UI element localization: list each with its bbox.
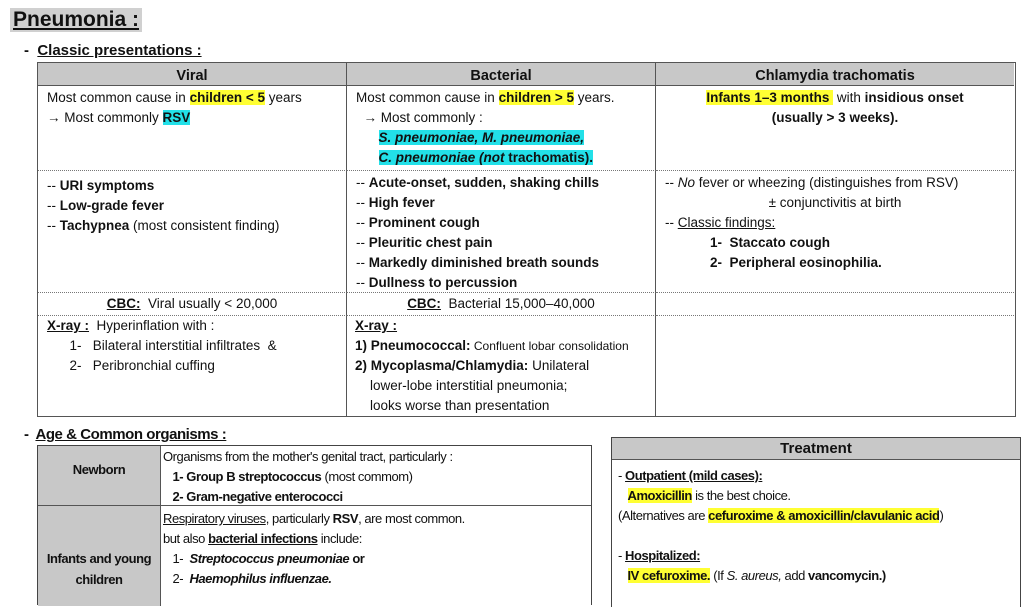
text-segment: fever or wheezing (distinguishes from RSV) bbox=[695, 175, 959, 190]
text-line bbox=[355, 396, 653, 416]
text-segment: -- bbox=[356, 175, 369, 190]
text-segment: Acute-onset, sudden, shaking chills bbox=[368, 175, 600, 190]
text-segment: High fever bbox=[368, 195, 435, 210]
text-segment: Dullness to percussion bbox=[368, 275, 518, 290]
text-line bbox=[665, 213, 1005, 233]
newborn-organisms bbox=[161, 446, 591, 506]
text-segment: RSV bbox=[332, 511, 359, 526]
text-line bbox=[618, 486, 1014, 506]
section-heading-classic-presentations: - Classic presentations : bbox=[24, 42, 202, 59]
text-line bbox=[356, 88, 646, 108]
text-line bbox=[665, 173, 1005, 193]
treatment-box bbox=[611, 437, 1021, 607]
highlighted-text: cefuroxime & amoxicillin/clavulanic acid bbox=[708, 508, 940, 523]
text-line bbox=[163, 447, 589, 467]
text-segment: -- bbox=[356, 255, 369, 270]
classic-presentations-table bbox=[37, 62, 1016, 417]
chlamydia-xray bbox=[656, 316, 1014, 416]
text-line bbox=[355, 376, 653, 396]
text-segment: (If bbox=[710, 568, 727, 583]
text-segment: Most common cause in bbox=[47, 90, 190, 105]
text-segment bbox=[618, 568, 628, 583]
highlighted-text: RSV bbox=[162, 110, 191, 125]
text-segment: 1- Staccato cough bbox=[665, 235, 831, 250]
text-line bbox=[356, 233, 646, 253]
text-line bbox=[665, 88, 1005, 108]
text-segment: -- bbox=[47, 198, 60, 213]
text-segment: - bbox=[618, 548, 626, 563]
age-label-infants: Infants and young children bbox=[38, 506, 161, 606]
highlighted-text: S. pneumoniae, M. pneumoniae, bbox=[378, 130, 585, 145]
text-segment: 2- Peribronchial cuffing bbox=[47, 358, 215, 373]
section-heading-age-organisms: - Age & Common organisms : bbox=[24, 426, 227, 443]
text-line bbox=[163, 509, 589, 529]
bacterial-symptoms bbox=[347, 171, 656, 293]
text-line bbox=[47, 176, 337, 196]
text-line bbox=[356, 294, 646, 314]
text-segment: (most consistent finding) bbox=[129, 218, 280, 233]
text-line bbox=[163, 487, 589, 507]
text-segment: 1) Pneumococcal: bbox=[355, 338, 471, 353]
text-segment bbox=[618, 528, 621, 543]
text-segment: Tachypnea bbox=[59, 218, 130, 233]
text-segment: 2- bbox=[163, 571, 190, 586]
text-line bbox=[665, 253, 1005, 273]
text-segment: - bbox=[618, 468, 626, 483]
text-segment: -- bbox=[47, 178, 60, 193]
text-segment: -- bbox=[665, 215, 678, 230]
text-segment: No bbox=[677, 175, 696, 190]
header-bacterial: Bacterial bbox=[347, 63, 656, 86]
text-line bbox=[163, 569, 589, 589]
chlamydia-epidemiology bbox=[656, 86, 1014, 171]
text-segment: Organisms from the mother's genital tract, particularly : bbox=[163, 449, 453, 464]
text-line bbox=[356, 173, 646, 193]
text-segment: but also bbox=[163, 531, 209, 546]
text-segment: -- bbox=[356, 275, 369, 290]
text-line bbox=[618, 546, 1014, 566]
text-segment: 2) Mycoplasma/Chlamydia: bbox=[355, 358, 529, 373]
text-line bbox=[47, 356, 337, 376]
text-segment: insidious onset bbox=[864, 90, 964, 105]
text-segment: Haemophilus influenzae. bbox=[189, 571, 332, 586]
text-segment: Streptococcus pneumoniae bbox=[189, 551, 350, 566]
text-line bbox=[356, 213, 646, 233]
text-segment: looks worse than presentation bbox=[355, 398, 550, 413]
text-line bbox=[47, 108, 337, 128]
viral-cbc bbox=[38, 293, 347, 316]
text-segment: lower-lobe interstitial pneumonia; bbox=[355, 378, 568, 393]
bacterial-epidemiology bbox=[347, 86, 656, 171]
text-segment: , are most common. bbox=[358, 511, 465, 526]
text-segment: -- bbox=[665, 175, 678, 190]
text-segment: Confluent lobar consolidation bbox=[470, 339, 629, 353]
text-segment: Outpatient (mild cases): bbox=[625, 468, 763, 483]
chlamydia-cbc bbox=[656, 293, 1014, 316]
text-segment: Hyperinflation with : bbox=[89, 318, 215, 333]
text-line bbox=[356, 148, 646, 168]
text-segment: (most commom) bbox=[321, 469, 413, 484]
text-segment: 1- bbox=[163, 551, 190, 566]
text-line bbox=[47, 88, 337, 108]
page-title: Pneumonia : bbox=[10, 8, 142, 32]
text-line bbox=[355, 336, 653, 356]
text-segment: vancomycin.) bbox=[808, 568, 886, 583]
text-segment: or bbox=[349, 551, 365, 566]
bacterial-xray bbox=[347, 316, 656, 416]
text-segment: Low-grade fever bbox=[59, 198, 165, 213]
text-segment: Prominent cough bbox=[368, 215, 480, 230]
highlighted-text: children > 5 bbox=[498, 90, 574, 105]
text-segment: with bbox=[833, 90, 865, 105]
text-segment: bacterial infections bbox=[208, 531, 318, 546]
text-segment: , particularly bbox=[265, 511, 333, 526]
text-segment: URI symptoms bbox=[59, 178, 155, 193]
highlighted-text: trachomatis). bbox=[504, 150, 594, 165]
treatment-body bbox=[612, 460, 1020, 592]
text-line bbox=[47, 294, 337, 314]
text-line bbox=[47, 196, 337, 216]
text-segment: Classic findings: bbox=[677, 215, 776, 230]
text-segment: add bbox=[781, 568, 809, 583]
text-segment: CBC: bbox=[106, 296, 141, 311]
text-segment: -- bbox=[356, 195, 369, 210]
text-segment: X-ray : bbox=[47, 318, 90, 333]
highlighted-text: Infants 1–3 months bbox=[706, 90, 834, 105]
text-segment: include: bbox=[317, 531, 362, 546]
chlamydia-symptoms bbox=[656, 171, 1014, 293]
text-segment: Bacterial 15,000–40,000 bbox=[440, 296, 595, 311]
text-line bbox=[356, 128, 646, 148]
bacterial-cbc bbox=[347, 293, 656, 316]
text-line bbox=[163, 529, 589, 549]
text-line bbox=[355, 356, 653, 376]
text-segment bbox=[356, 130, 379, 145]
text-segment: Respiratory viruses bbox=[163, 511, 266, 526]
text-line bbox=[356, 193, 646, 213]
highlighted-text: not bbox=[483, 150, 505, 165]
text-segment: -- bbox=[47, 218, 60, 233]
text-segment: -- bbox=[356, 235, 369, 250]
text-segment: 2- Gram-negative enterococci bbox=[163, 489, 343, 504]
age-label-newborn: Newborn bbox=[38, 446, 161, 506]
text-line bbox=[618, 566, 1014, 586]
text-line bbox=[665, 108, 1005, 128]
viral-symptoms bbox=[38, 171, 347, 293]
text-segment: Unilateral bbox=[528, 358, 590, 373]
text-segment: years bbox=[264, 90, 302, 105]
text-segment: Viral usually < 20,000 bbox=[140, 296, 278, 311]
text-segment: X-ray : bbox=[355, 318, 398, 333]
viral-xray bbox=[38, 316, 347, 416]
text-segment: 2- Peripheral eosinophilia. bbox=[665, 255, 882, 270]
highlighted-text: children < 5 bbox=[189, 90, 265, 105]
text-segment: ± conjunctivitis at birth bbox=[768, 195, 902, 210]
highlighted-text: IV cefuroxime. bbox=[627, 568, 711, 583]
viral-epidemiology bbox=[38, 86, 347, 171]
text-segment: CBC: bbox=[407, 296, 441, 311]
treatment-header: Treatment bbox=[612, 438, 1020, 460]
header-viral: Viral bbox=[38, 63, 347, 86]
text-segment: (usually > 3 weeks). bbox=[771, 110, 899, 125]
text-line bbox=[47, 336, 337, 356]
text-line bbox=[665, 233, 1005, 253]
text-segment: → Most commonly bbox=[47, 110, 163, 125]
text-segment: Pleuritic chest pain bbox=[368, 235, 493, 250]
text-line bbox=[355, 316, 653, 336]
text-line bbox=[163, 467, 589, 487]
text-segment: -- bbox=[356, 215, 369, 230]
text-line bbox=[618, 466, 1014, 486]
text-segment: 1- Group B streptococcus bbox=[163, 469, 322, 484]
highlighted-text: C. pneumoniae ( bbox=[378, 150, 484, 165]
text-line bbox=[47, 216, 337, 236]
text-line bbox=[356, 273, 646, 293]
text-segment: S. aureus, bbox=[726, 568, 782, 583]
text-line bbox=[47, 316, 337, 336]
text-line bbox=[163, 549, 589, 569]
infants-organisms bbox=[161, 506, 591, 606]
text-segment: Hospitalized: bbox=[625, 548, 701, 563]
text-line bbox=[356, 108, 646, 128]
text-segment: 1- Bilateral interstitial infiltrates & bbox=[47, 338, 277, 353]
text-segment: Markedly diminished breath sounds bbox=[368, 255, 600, 270]
age-organisms-table bbox=[37, 445, 592, 605]
text-line bbox=[618, 526, 1014, 546]
header-chlamydia: Chlamydia trachomatis bbox=[656, 63, 1014, 86]
text-segment: (Alternatives are bbox=[618, 508, 709, 523]
text-line bbox=[618, 506, 1014, 526]
text-segment: is the best choice. bbox=[691, 488, 791, 503]
text-segment: Most common cause in bbox=[356, 90, 499, 105]
text-segment: ) bbox=[939, 508, 944, 523]
text-line bbox=[665, 193, 1005, 213]
text-segment bbox=[618, 488, 628, 503]
highlighted-text: Amoxicillin bbox=[627, 488, 692, 503]
text-segment bbox=[356, 150, 379, 165]
text-segment: → Most commonly : bbox=[356, 110, 483, 125]
text-line bbox=[356, 253, 646, 273]
text-segment: years. bbox=[573, 90, 615, 105]
